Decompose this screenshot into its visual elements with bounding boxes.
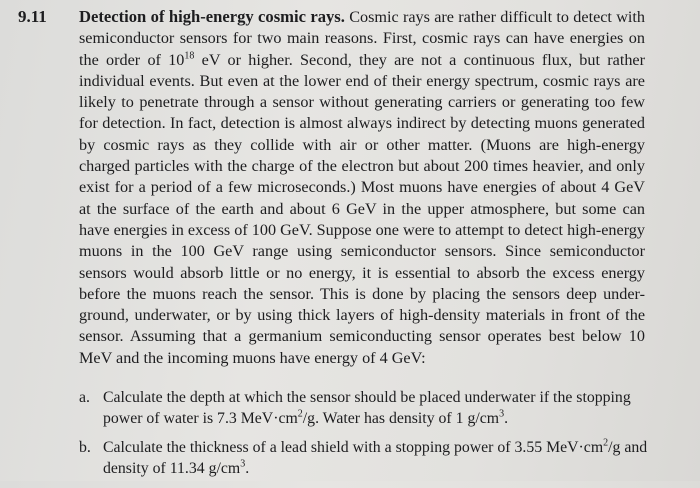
exponent: 2 bbox=[603, 437, 609, 449]
part-text: /g and density of 11.34 g/cm bbox=[103, 439, 648, 477]
exponent: 18 bbox=[184, 50, 195, 62]
part-text: . bbox=[504, 409, 509, 427]
problem-title: Detection of high-energy cosmic rays. bbox=[79, 7, 345, 26]
part-text: /g. Water has density of 1 g/cm bbox=[302, 409, 500, 427]
problem-text-start: Cosmic rays are rather difficult to detect with semiconductor sensors for two main reasons. First, cosmic rays can have energies on the order of 10 bbox=[79, 8, 645, 69]
exponent: 2 bbox=[297, 408, 303, 420]
exponent: 3 bbox=[240, 458, 246, 470]
part-text: . bbox=[245, 459, 250, 477]
part-label: a. bbox=[79, 389, 90, 406]
part-b bbox=[79, 438, 651, 479]
problem-parts bbox=[79, 388, 651, 488]
problem-statement bbox=[79, 6, 645, 369]
part-text: Calculate the thickness of a lead shield with a stopping power of 3.55 MeV·cm bbox=[103, 439, 604, 457]
part-a bbox=[79, 388, 651, 429]
part-text: Calculate the depth at which the sensor should be placed underwater if the stopping power of water is 7.3 MeV·cm bbox=[103, 389, 631, 427]
part-label: b. bbox=[79, 439, 91, 457]
exponent: 3 bbox=[499, 408, 505, 420]
problem-text-rest: eV or higher. Second, they are not a continuous flux, but rather individual events. But even at the lower end of their energy spectrum, cosmic rays are likely to penetrate through a sensor without generating carriers or generating too few for detection. In fact, detection is almost always indirect by detecting muons generated by cosmic rays as they collide with air or other matter. (Muons are high-energy charged particles with the charge of the electron but about 200 times heavier, and only exist for a period of a few microseconds.) Most muons have energies of about 4 GeV at the surface of the earth and about 6 GeV in the upper atmosphere, but some can have energies in excess of 100 GeV. Suppose one were to attempt to detect high-energy muons in the 100 GeV range using semiconductor sensors. Since semiconductor sensors would absorb little or no energy, it is essential to absorb the excess energy before the muons reach the sensor. This is done by placing the sensors deep under-ground, underwater, or by using thick layers of high-density materials in front of the sensor. Assuming that a germanium semiconducting sensor operates best below 10 MeV and the incoming muons have energy of 4 GeV: bbox=[79, 50, 645, 367]
problem-number: 9.11 bbox=[18, 7, 47, 26]
